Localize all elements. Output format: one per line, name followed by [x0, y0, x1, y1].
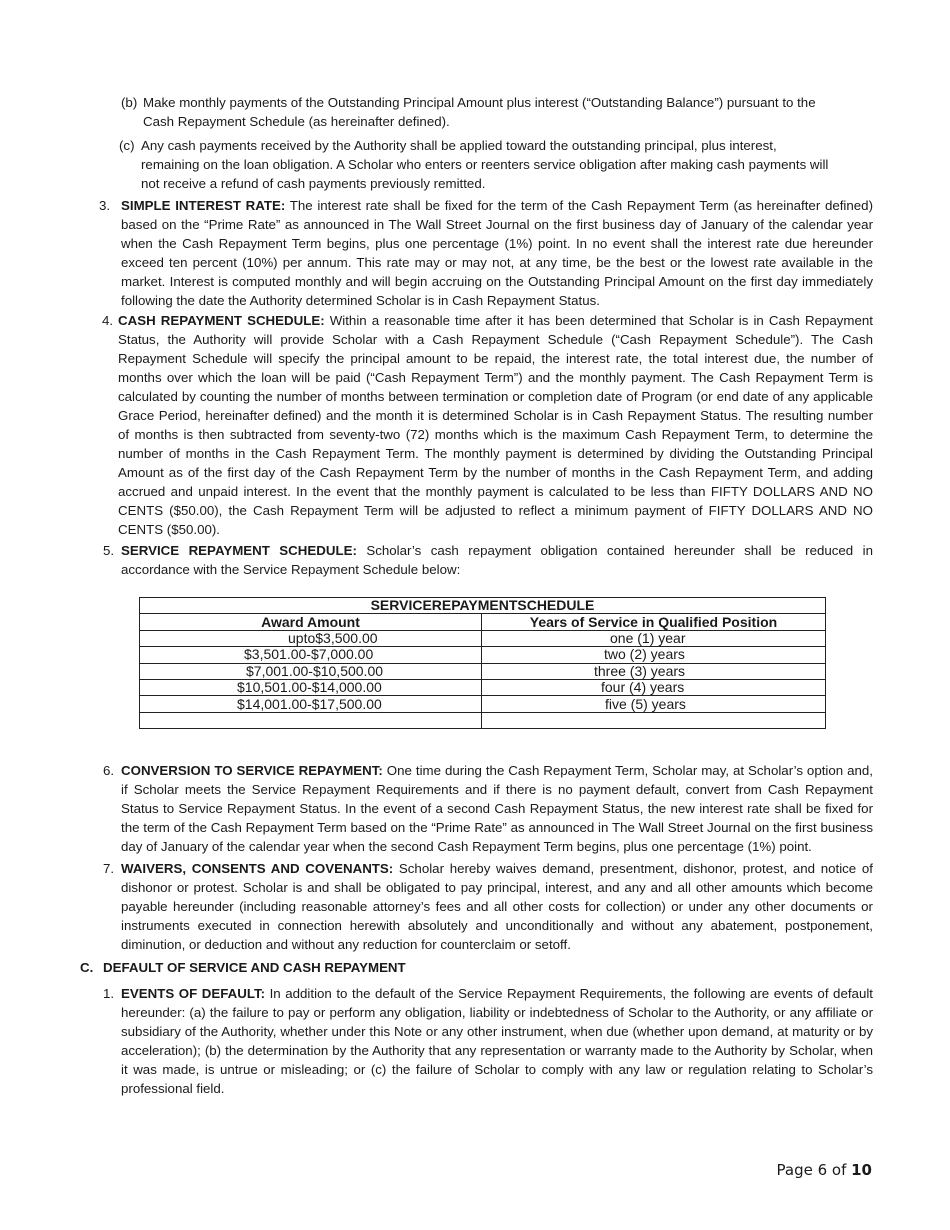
section-6-paragraph [121, 761, 873, 856]
years-of-service-cell: two (2) years [482, 647, 826, 663]
section-4-heading: CASH REPAYMENT SCHEDULE: [118, 313, 325, 328]
section-4-text: Within a reasonable time after it has been determined that Scholar is in Cash Repayment Status, the Authority will provide Scholar with a Cash Repayment Schedule (“Cash Repayment Schedule”). The Cash Repayment Schedule will specify the principal amount to be repaid, the interest rate, the total interest due, the number of months over which the loan will be paid (“Cash Repayment Term”) and the monthly payment. The Cash Repayment Term is calculated by counting the number of months between termination or completion date of Program (or end date of any applicable Grace Period, hereinafter defined) and the month it is determined Scholar is in Cash Repayment Status. The resulting number of months is then subtracted from seventy-two (72) months which is the maximum Cash Repayment Term, to determine the number of months in the Cash Repayment Term. The monthly payment is determined by dividing the Outstanding Principal Amount as of the first day of the Cash Repayment Term by the number of months in the Cash Repayment Term, and adding accrued and unpaid interest. In the event that the monthly payment is calculated to be less than FIFTY DOLLARS AND NO CENTS ($50.00), the Cash Repayment Term will be adjusted to reflect a minimum payment of FIFTY DOLLARS AND NO CENTS ($50.00). [118, 313, 873, 537]
page-number [777, 1161, 873, 1179]
years-of-service-cell: one (1) year [482, 630, 826, 646]
section-7-text: Scholar hereby waives demand, presentment, dishonor, protest, and notice of dishonor or protest. Scholar is and shall be obligated to pay principal, interest, and any and all other amounts which become payable hereunder (including reasonable attorney’s fees and all other costs for collection) or under any other documents or instruments executed in connection herewith absolutely and unconditionally and without any abatement, postponement, diminution, or deduction and without any reduction for counterclaim or setoff. [121, 861, 873, 952]
section-6-number: 6. [103, 763, 115, 778]
section-5-paragraph [121, 541, 873, 579]
section-3-number: 3. [99, 198, 111, 213]
years-of-service-cell: three (3) years [482, 663, 826, 679]
award-amount-cell: $3,501.00-$7,000.00 [140, 647, 482, 663]
section-3-paragraph [121, 196, 873, 310]
section-c1-text: In addition to the default of the Service Repayment Requirements, the following are events of default hereunder: (a) the failure to pay or perform any obligation, liability or indebtedness of Scholar to the Authority, or any affiliate or subsidiary of the Authority, whether under this Note or any other instrument, when due (whether upon demand, at maturity or by acceleration); (b) the determination by the Authority that any representation or warranty made to the Authority by Scholar, when it was made, is untrue or misleading; or (c) the failure of Scholar to comply with any law or regulation relating to Scholar’s professional field. [121, 986, 873, 1096]
years-of-service-cell [482, 712, 826, 728]
section-6-text: One time during the Cash Repayment Term, Scholar may, at Scholar’s option and, if Scholar meets the Service Repayment Requirements and if there is no payment default, convert from Cash Repayment Status to Service Repayment Status. In the event of a second Cash Repayment Status, the new interest rate shall be fixed for the term of the Cash Repayment Term based on the “Prime Rate” as announced in The Wall Street Journal on the first business day of January of the calendar year when the second Cash Repayment Term begins, plus one percentage (1%) point. [121, 763, 873, 854]
table-header-row [140, 614, 826, 630]
section-3-heading: SIMPLE INTEREST RATE: [121, 198, 286, 213]
section-3-text: The interest rate shall be fixed for the term of the Cash Repayment Term (as hereinafter defined) based on the “Prime Rate” as announced in The Wall Street Journal on the first business day of January of the calendar year when the Cash Repayment Term begins, plus one percentage (1%) point. In no event shall the interest rate due hereunder exceed ten percent (10%) per annum. This rate may or may not, at any time, be the best or the lowest rate available in the market. Interest is computed monthly and will begin accruing on the Outstanding Principal Amount on the first day immediately following the date the Authority determined Scholar is in Cash Repayment Status. [121, 198, 873, 308]
section-7-number: 7. [103, 861, 115, 876]
table-row [140, 630, 826, 646]
section-5-text: Scholar’s cash repayment obligation contained hereunder shall be reduced in accordance with the Service Repayment Schedule below: [121, 543, 873, 577]
table-row [140, 647, 826, 663]
award-amount-cell: upto$3,500.00 [140, 630, 482, 646]
table-row [140, 679, 826, 695]
award-amount-cell: $10,501.00-$14,000.00 [140, 679, 482, 695]
section-5-heading: SERVICE REPAYMENT SCHEDULE: [121, 543, 357, 558]
section-4-number: 4. [102, 313, 114, 328]
years-of-service-cell: four (4) years [482, 679, 826, 695]
table-row [140, 696, 826, 712]
page-total: 10 [851, 1161, 872, 1179]
award-amount-cell: $7,001.00-$10,500.00 [140, 663, 482, 679]
section-c1-number: 1. [103, 986, 115, 1001]
section-c-heading: DEFAULT OF SERVICE AND CASH REPAYMENT [103, 960, 406, 975]
table-row [140, 663, 826, 679]
award-amount-cell: $14,001.00-$17,500.00 [140, 696, 482, 712]
section-c-marker: C. [80, 960, 94, 975]
section-6-heading: CONVERSION TO SERVICE REPAYMENT: [121, 763, 383, 778]
section-7-paragraph [121, 859, 873, 954]
award-amount-cell [140, 712, 482, 728]
table-title: SERVICEREPAYMENTSCHEDULE [140, 598, 826, 614]
column-header-years-of-service: Years of Service in Qualified Position [482, 614, 826, 630]
years-of-service-cell: five (5) years [482, 696, 826, 712]
item-b-text: Make monthly payments of the Outstanding Principal Amount plus interest (“Outstanding Balance”) pursuant to the Cash Repayment Schedule (as hereinafter defined). [143, 95, 816, 129]
section-7-heading: WAIVERS, CONSENTS AND COVENANTS: [121, 861, 394, 876]
section-4-paragraph [118, 311, 873, 539]
section-c1-heading: EVENTS OF DEFAULT: [121, 986, 266, 1001]
section-5-number: 5. [103, 543, 115, 558]
service-repayment-schedule-table [139, 597, 826, 729]
item-b-marker: (b) [121, 95, 138, 110]
section-c1-paragraph [121, 984, 873, 1098]
item-c-text: Any cash payments received by the Authority shall be applied toward the outstanding principal, plus interest, remaining on the loan obligation. A Scholar who enters or reenters service obligation after making cash payments will not receive a refund of cash payments previously remitted. [141, 138, 829, 191]
table-title-row [140, 598, 826, 614]
page-number-prefix: Page 6 of [776, 1161, 852, 1179]
table-row [140, 712, 826, 728]
item-c-marker: (c) [119, 138, 135, 153]
column-header-award-amount: Award Amount [140, 614, 482, 630]
